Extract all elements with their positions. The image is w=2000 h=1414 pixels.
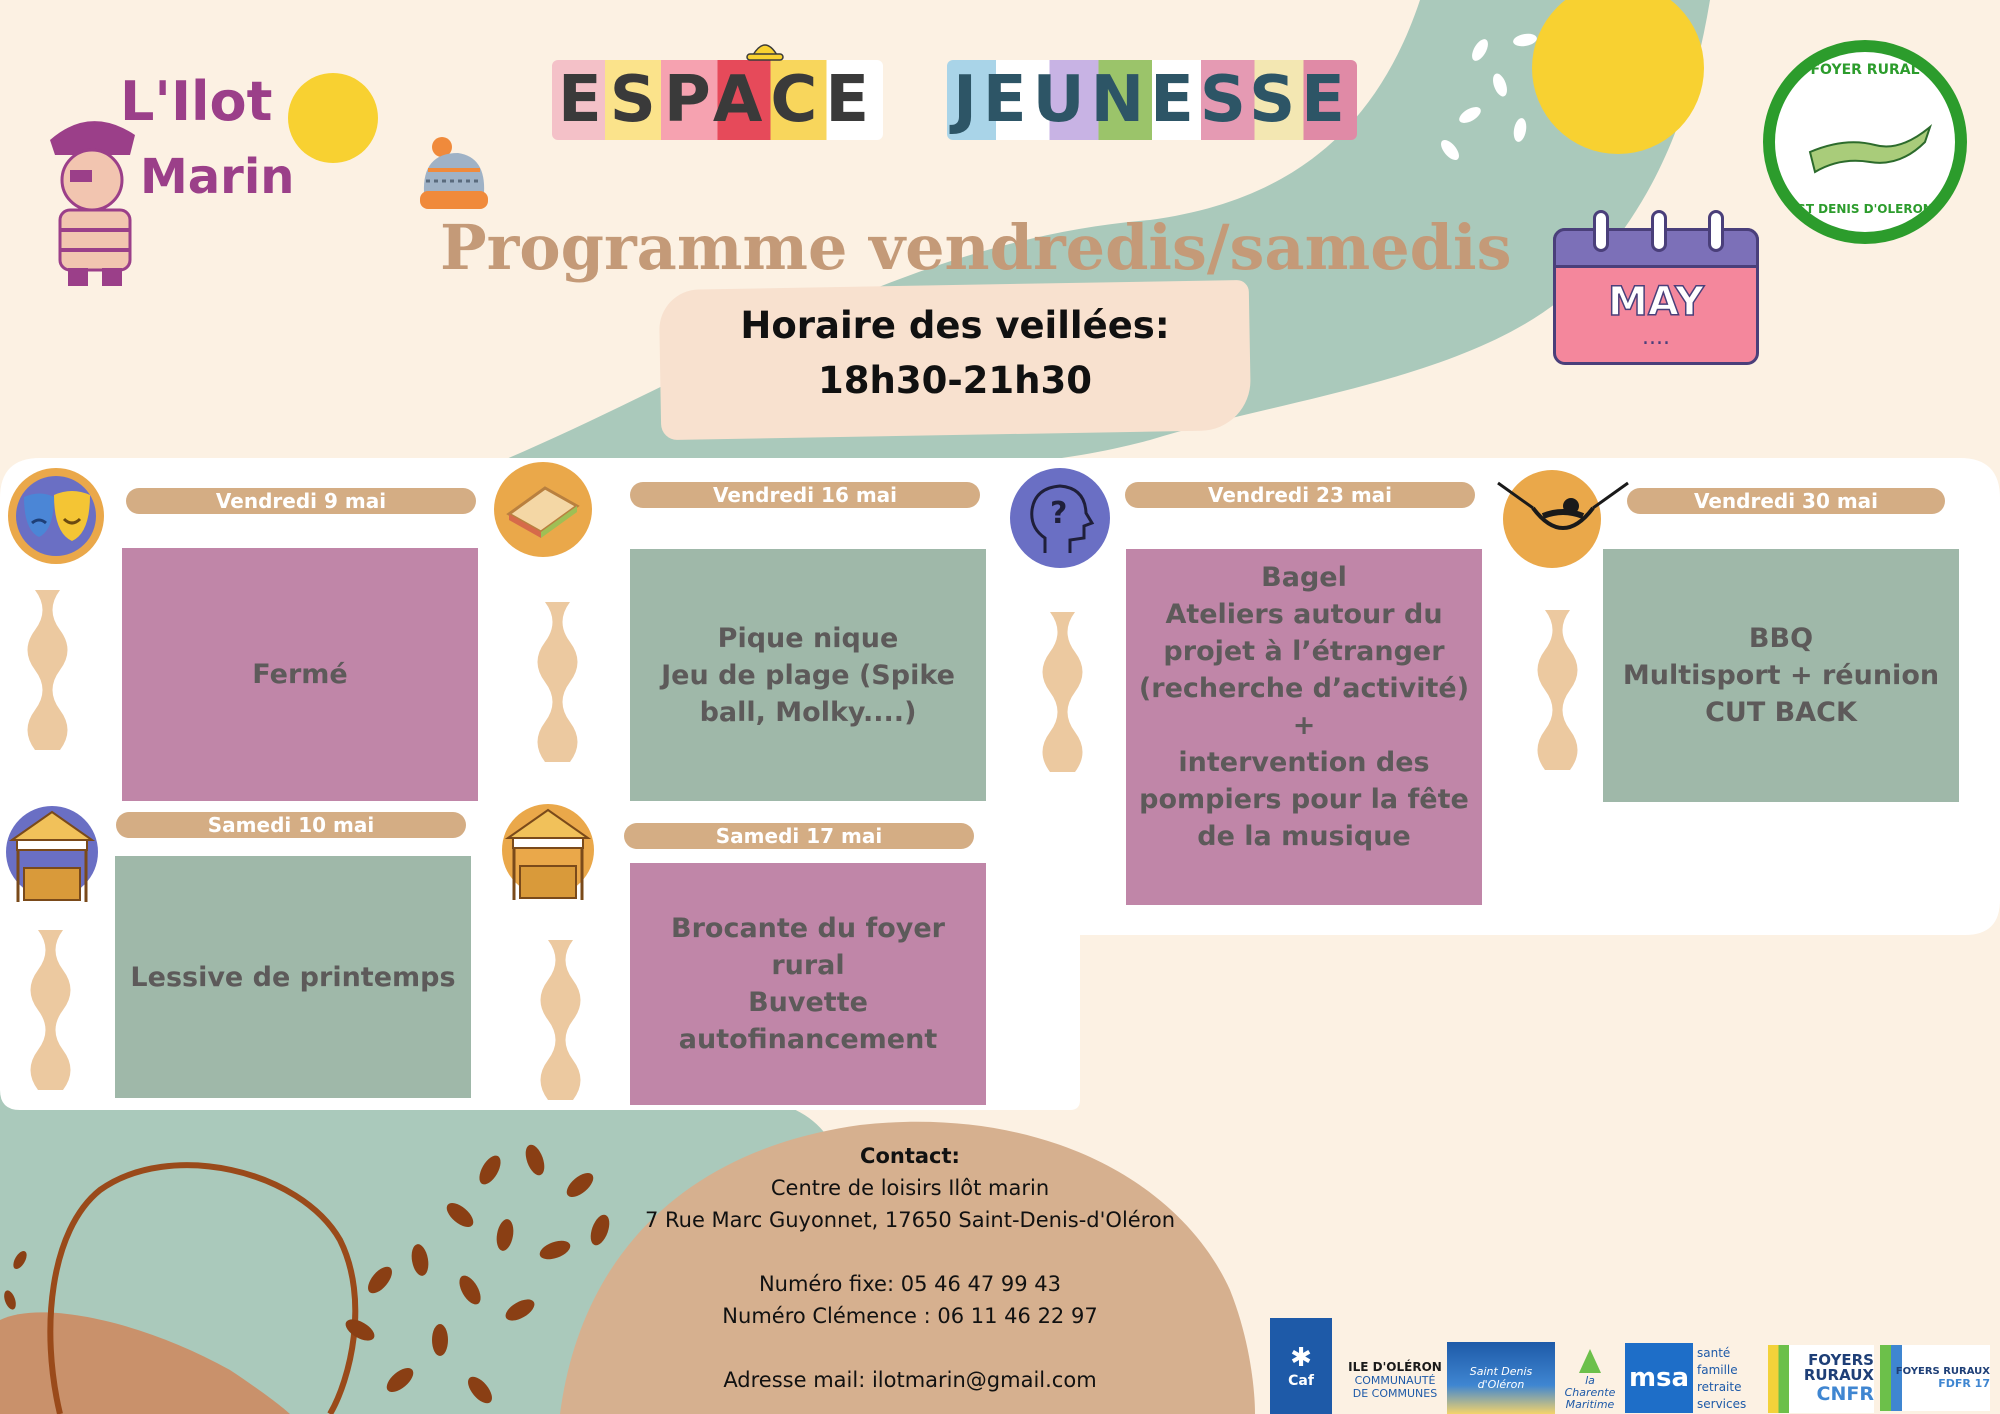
cnfr-line3: CNFR [1816, 1383, 1874, 1405]
charente-text: la Charente Maritime [1564, 1374, 1616, 1411]
activity-card-sat-10 [115, 856, 471, 1098]
msa-service: retraite [1697, 1380, 1742, 1394]
day-label-fri-30: Vendredi 30 mai [1627, 488, 1945, 514]
fdfr-logo [1880, 1345, 1990, 1411]
beanie-icon [418, 135, 490, 215]
contact-phone-mobile: Numéro Clémence : 06 11 46 22 97 [722, 1304, 1098, 1328]
activity-line: (recherche d’activité) [1138, 673, 1470, 704]
activity-line: pompiers pour la fête [1139, 784, 1469, 815]
day-label-fri-16: Vendredi 16 mai [630, 482, 980, 508]
calendar-icon: MAY .... [1553, 210, 1759, 365]
oleron-line3: DE COMMUNES [1352, 1386, 1438, 1400]
activity-line: Buvette [748, 987, 868, 1018]
logo-text-line2: Marin [140, 149, 295, 205]
activity-line: Multisport + réunion [1622, 660, 1940, 691]
saint-denis-logo [1447, 1342, 1555, 1414]
charente-logo [1558, 1345, 1622, 1413]
title-word-1: ESPACE [552, 60, 883, 140]
activity-line: + [1292, 710, 1316, 741]
caf-text: Caf [1288, 1373, 1314, 1389]
hammock-icon [1493, 478, 1633, 548]
day-label-fri-9: Vendredi 9 mai [126, 488, 476, 514]
activity-line: Pique nique [717, 622, 899, 654]
activity-line: Ateliers autour du [1165, 599, 1443, 630]
market-stall-icon [498, 800, 598, 906]
contact-email: Adresse mail: ilotmarin@gmail.com [723, 1368, 1097, 1392]
title-word-2: JEUNESSE [947, 60, 1357, 140]
day-label-fri-23: Vendredi 23 mai [1125, 482, 1475, 508]
activity-line: Lessive de printemps [130, 961, 456, 993]
cnfr-line2: RURAUX [1803, 1366, 1874, 1384]
sail-icon [1575, 1347, 1605, 1375]
foyer-logo-top: FOYER RURAL [1810, 62, 1920, 78]
activity-line: Fermé [252, 659, 348, 690]
activity-line: intervention des [1178, 747, 1430, 778]
calendar-month: MAY [1608, 279, 1704, 325]
oleron-logo [1344, 1350, 1446, 1410]
msa-service: santé [1697, 1346, 1731, 1360]
contact-address: 7 Rue Marc Guyonnet, 17650 Saint-Denis-d'Oléron [644, 1208, 1176, 1232]
oleron-line2: COMMUNAUTÉ [1354, 1373, 1436, 1387]
question-head-icon [1020, 478, 1100, 558]
msa-logo [1625, 1343, 1693, 1413]
activity-line: ball, Molky....) [699, 696, 917, 728]
msa-service: famille [1697, 1363, 1738, 1377]
svg-text:?: ? [1050, 496, 1068, 531]
hours-value: 18h30-21h30 [818, 359, 1092, 402]
activity-line: CUT BACK [1705, 697, 1857, 728]
cnfr-logo [1768, 1345, 1874, 1413]
fdfr-line1: FOYERS RURAUX [1895, 1366, 1990, 1377]
activity-line: BBQ [1748, 623, 1814, 654]
activity-line: autofinancement [678, 1024, 938, 1055]
hours-label: Horaire des veillées: [740, 304, 1170, 347]
sandwich-icon [505, 480, 581, 540]
theater-masks-icon [10, 475, 102, 557]
saint-denis-text: Saint Denis d'Oléron [1469, 1365, 1533, 1391]
foyer-rural-logo [1763, 40, 1967, 244]
activity-line: Bagel [1261, 562, 1347, 593]
title-word-espace [550, 60, 885, 140]
cnfr-line1: FOYERS [1808, 1351, 1874, 1369]
msa-text: msa [1628, 1363, 1690, 1393]
msa-service: services [1697, 1397, 1747, 1411]
caf-logo: ✱ Caf [1270, 1318, 1332, 1414]
msa-services [1697, 1345, 1757, 1413]
activity-card-fri-30 [1603, 549, 1959, 802]
fdfr-line2: FDFR 17 [1938, 1377, 1990, 1390]
foyer-logo-bottom: ST DENIS D'OLERON [1797, 202, 1933, 216]
market-stall-icon [2, 802, 102, 908]
contact-block [640, 1140, 1180, 1396]
sun-left [288, 73, 378, 163]
activity-card-sat-17 [630, 863, 986, 1105]
activity-card-fri-16 [630, 549, 986, 801]
contact-heading: Contact: [860, 1144, 960, 1168]
main-title [550, 55, 1450, 145]
day-label-sat-10: Samedi 10 mai [116, 812, 466, 838]
subtitle: Programme vendredis/samedis [440, 211, 1512, 284]
bucket-hat-icon [745, 35, 785, 65]
oleron-line1: ILE D'OLÉRON [1348, 1359, 1442, 1374]
activity-card-fri-23 [1126, 549, 1482, 905]
contact-phone-fixed: Numéro fixe: 05 46 47 99 43 [758, 1272, 1062, 1296]
activity-line: de la musique [1197, 821, 1411, 852]
day-label-sat-17: Samedi 17 mai [624, 823, 974, 849]
activity-line: Jeu de plage (Spike [661, 659, 955, 691]
activity-card-fri-9 [122, 548, 478, 801]
title-word-jeunesse [945, 60, 1359, 140]
logo-text-line1: L'Ilot [120, 70, 273, 133]
activity-line: projet à l’étranger [1163, 636, 1445, 667]
ilot-marin-logo [30, 70, 300, 290]
oleron-island-icon [1805, 107, 1935, 187]
activity-line: Brocante du foyer rural [671, 913, 945, 981]
contact-center: Centre de loisirs Ilôt marin [770, 1176, 1050, 1200]
